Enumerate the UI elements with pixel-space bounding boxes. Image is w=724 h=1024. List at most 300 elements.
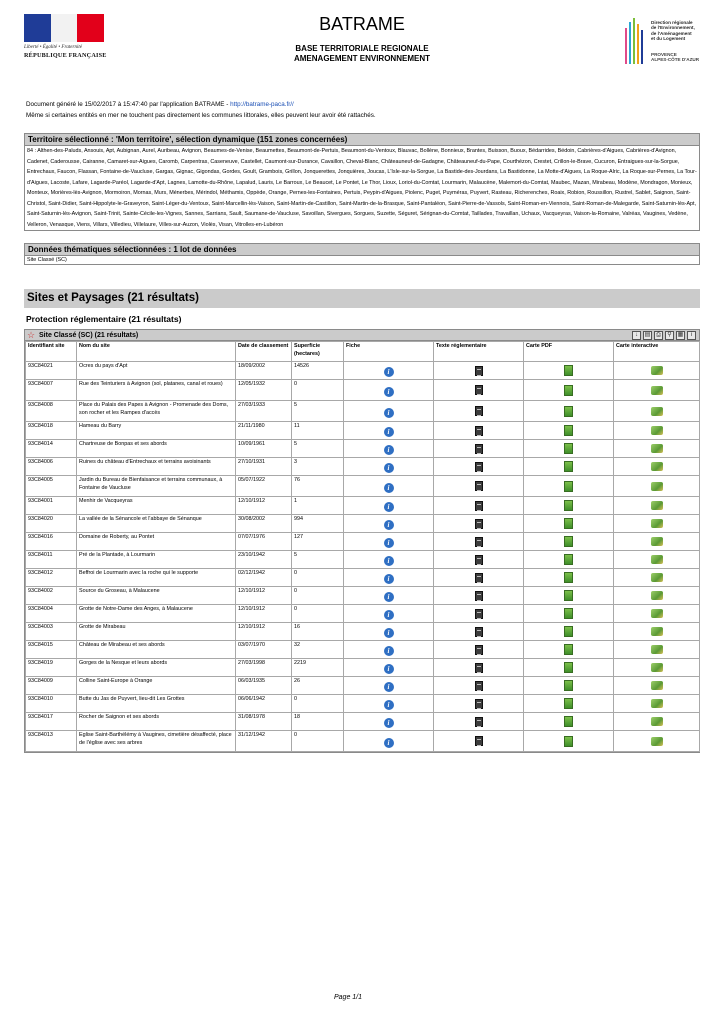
info-icon[interactable]: i <box>384 682 394 692</box>
fiche-cell <box>344 551 434 569</box>
table-row <box>26 515 700 533</box>
interactive-map-icon[interactable] <box>651 501 663 510</box>
export-table-icon[interactable]: ▤ <box>644 331 651 338</box>
interactive-cell <box>614 458 700 476</box>
document-icon[interactable] <box>475 591 483 601</box>
fiche-cell <box>344 695 434 713</box>
interactive-map-icon[interactable] <box>651 519 663 528</box>
cell-nom: Source du Groseau, à Malaucene <box>77 587 236 605</box>
info-icon[interactable]: i <box>384 556 394 566</box>
texte-cell <box>434 623 524 641</box>
cell-nom: Rue des Teinturiers à Avignon (sol, platanes, canal et roues) <box>77 380 236 401</box>
cell-date: 05/07/1922 <box>236 476 292 497</box>
pdf-map-icon[interactable] <box>564 365 573 376</box>
cell-date: 27/10/1931 <box>236 458 292 476</box>
pdf-cell <box>524 731 614 752</box>
site-classe-table-box <box>24 329 700 753</box>
table-caption: Site Classé (SC) (21 résultats) <box>39 332 139 339</box>
fiche-cell <box>344 641 434 659</box>
texte-cell <box>434 587 524 605</box>
cell-superficie: 14526 <box>292 362 344 380</box>
pdf-cell <box>524 476 614 497</box>
col-carte-interactive: Carte interactive <box>614 342 700 362</box>
page-title: BATRAME <box>319 14 405 34</box>
cell-identifiant: 93C84009 <box>26 677 77 695</box>
document-icon[interactable] <box>475 519 483 529</box>
pdf-map-icon[interactable] <box>564 425 573 436</box>
cell-superficie: 11 <box>292 422 344 440</box>
thematic-section <box>24 243 700 265</box>
fiche-cell <box>344 422 434 440</box>
generation-info <box>26 99 706 121</box>
fiche-cell <box>344 533 434 551</box>
cell-date: 18/09/2002 <box>236 362 292 380</box>
cell-date: 07/07/1976 <box>236 533 292 551</box>
pdf-map-icon[interactable] <box>564 662 573 673</box>
document-icon[interactable] <box>475 627 483 637</box>
cell-superficie: 76 <box>292 476 344 497</box>
interactive-map-icon[interactable] <box>651 609 663 618</box>
interactive-map-icon[interactable] <box>651 462 663 471</box>
cell-identifiant: 93C84004 <box>26 605 77 623</box>
texte-cell <box>434 677 524 695</box>
table-row <box>26 380 700 401</box>
pdf-cell <box>524 569 614 587</box>
table-row <box>26 569 700 587</box>
fiche-cell <box>344 623 434 641</box>
sites-table <box>25 341 700 752</box>
cell-nom: Domaine de Roberty, au Pontet <box>77 533 236 551</box>
cell-date: 30/08/2002 <box>236 515 292 533</box>
fiche-cell <box>344 659 434 677</box>
pdf-cell <box>524 422 614 440</box>
pdf-map-icon[interactable] <box>564 554 573 565</box>
cell-identifiant: 93C84005 <box>26 476 77 497</box>
fiche-cell <box>344 380 434 401</box>
cell-identifiant: 93C84013 <box>26 731 77 752</box>
batrame-link[interactable]: http://batrame-paca.fr// <box>230 101 294 108</box>
cell-identifiant: 93C84002 <box>26 587 77 605</box>
cell-date: 06/03/1935 <box>236 677 292 695</box>
info-icon[interactable]: i <box>384 502 394 512</box>
cell-superficie: 0 <box>292 587 344 605</box>
interactive-cell <box>614 362 700 380</box>
generation-prefix: Document généré le 15/02/2017 à 15:47:40 par l'application BATRAME - <box>26 101 231 108</box>
document-icon[interactable] <box>475 699 483 709</box>
flag-icon <box>24 14 104 42</box>
page-subtitle <box>250 44 474 64</box>
interactive-map-icon[interactable] <box>651 407 663 416</box>
cell-nom: Grotte de Mirabeau <box>77 623 236 641</box>
page-header <box>0 0 724 80</box>
thematic-item: Site Classé (SC) <box>27 257 67 263</box>
info-icon[interactable]: i <box>384 646 394 656</box>
export-csv-icon[interactable]: ↓ <box>632 331 641 340</box>
territory-communes: 84 : Althen-des-Paluds, Ansouis, Apt, Aubignan, Aurel, Auribeau, Avignon, Beaumes-de-Venise, Beaumettes, Beaumont-de-Pertuis, Beaumont-du-Ventoux, Blauvac, Bollène, Bonnieux, Brantes, Buisson, Buoux, Bédarrides, Bédoin, Cabrières-d'Aigues, Cabrières-d'Avignon, Cadenet, Caderousse, Cairanne, Camaret-sur-Aigues, Caromb, Carpentras, Caseneuve, Castellet, Caumont-sur-Durance, Cavaillon, Cheval-Blanc, Châteauneuf-de-Gadagne, Châteauneuf-du-Pape, Courthézon, Crestet, Crillon-le-Brave, Cucuron, Entraigues-sur-la-Sorgue, Entrechaux, Faucon, Flassan, Fontaine-de-Vaucluse, Gargas, Gignac, Gigondas, Gordes, Goult, Grambois, Grillon, Jonquerettes, Jonquières, Joucas, L'Isle-sur-la-Sorgue, La Bastide-des-Jourdans, La Bastidonne, La Motte-d'Aigues, La Roque-Alric, La Roque-sur-Pernes, La Tour-d'Aigues, Lacoste, Lafare, Lagarde-Paréol, Lagarde-d'Apt, Lagnes, Lamotte-du-Rhône, Lapalud, Lauris, Le Barroux, Le Beaucet, Le Pontet, Le Thor, Lioux, Loriol-du-Comtat, Lourmarin, Malaucène, Malemort-du-Comtat, Maubec, Mazan, Mirabeau, Modène, Mondragon, Monieux, Monteux, Morières-lès-Avignon, Mormoiron, Mornas, Murs, Ménerbes, Mérindol, Méthamis, Oppède, Orange, Pernes-les-Fontaines, Pertuis, Peypin-d'Aigues, Piolenc, Puget, Puyméras, Puyvert, Rasteau, Richerenches, Roaix, Robion, Roussillon, Rustrel, Sablet, Saignon, Saint-Christol, Saint-Didier, Saint-Hippolyte-le-Graveyron, Saint-Léger-du-Ventoux, Saint-Marcellin-lès-Vaison, Saint-Martin-de-Castillon, Saint-Martin-de-la-Brasque, Saint-Pantaléon, Saint-Pierre-de-Vassols, Saint-Roman-en-Viennois, Saint-Roman-de-Malegarde, Saint-Saturnin-lès-Apt, Saint-Saturnin-lès-Avignon, Saint-Trinit, Sainte-Cécile-les-Vignes, Sannes, Sarrians, Sault, Saumane-de-Vaucluse, Savoillan, Sivergues, Sorgues, Suzette, Séguret, Sérignan-du-Comtat, Taillades, Travaillan, Uchaux, Vacqueyras, Vaison-la-Romaine, Valréas, Vaugines, Vedène, Velleron, Venasque, Viens, Villars, Villedieu, Villelaure, Villes-sur-Auzon, Violès, Visan, Vitrolles-en-Lubéron <box>27 148 697 228</box>
cell-identifiant: 93C84018 <box>26 422 77 440</box>
interactive-map-icon[interactable] <box>651 555 663 564</box>
cell-date: 02/12/1942 <box>236 569 292 587</box>
pdf-cell <box>524 533 614 551</box>
cell-identifiant: 93C84001 <box>26 497 77 515</box>
col-texte: Texte réglementaire <box>434 342 524 362</box>
texte-cell <box>434 362 524 380</box>
cell-identifiant: 93C84020 <box>26 515 77 533</box>
cell-date: 21/11/1980 <box>236 422 292 440</box>
cell-nom: Butte du Jas de Puyvert, lieu-dit Les Grottes <box>77 695 236 713</box>
document-icon[interactable] <box>475 385 483 395</box>
cell-nom: Eglise Saint-Barthélémy à Vaugines, cimetière désaffecté, place de l'église avec ses arbres <box>77 731 236 752</box>
rf-motto: Liberté • Égalité • Fraternité <box>24 45 82 50</box>
cell-nom: Hameau du Barry <box>77 422 236 440</box>
cell-nom: Ruines du château d'Entrechaux et terrains avoisinants <box>77 458 236 476</box>
table-row <box>26 533 700 551</box>
info-icon[interactable]: i <box>384 574 394 584</box>
cell-nom: Ocres du pays d'Apt <box>77 362 236 380</box>
texte-cell <box>434 422 524 440</box>
col-nom: Nom du site <box>77 342 236 362</box>
interactive-map-icon[interactable] <box>651 591 663 600</box>
info-icon[interactable]: i <box>384 592 394 602</box>
map-icon[interactable]: ▦ <box>677 331 684 338</box>
cell-identifiant: 93C84016 <box>26 533 77 551</box>
table-toolbar <box>632 330 696 340</box>
cell-superficie: 26 <box>292 677 344 695</box>
document-icon[interactable] <box>475 366 483 376</box>
cell-superficie: 5 <box>292 401 344 422</box>
territory-heading: Territoire sélectionné : 'Mon territoire', sélection dynamique (151 zones concernées) <box>25 134 699 146</box>
pdf-cell <box>524 713 614 731</box>
table-row <box>26 695 700 713</box>
info-icon[interactable]: i <box>687 331 696 340</box>
cell-identifiant: 93C84014 <box>26 440 77 458</box>
document-icon[interactable] <box>475 663 483 673</box>
cell-superficie: 18 <box>292 713 344 731</box>
cell-superficie: 2219 <box>292 659 344 677</box>
cell-nom: Grotte de Notre-Dame des Anges, à Malaucene <box>77 605 236 623</box>
pdf-map-icon[interactable] <box>564 608 573 619</box>
pdf-map-icon[interactable] <box>564 680 573 691</box>
texte-cell <box>434 551 524 569</box>
cell-nom: Beffroi de Lourmarin avec la roche qui le supporte <box>77 569 236 587</box>
cell-nom: Rocher de Saignon et ses abords <box>77 713 236 731</box>
info-icon[interactable]: i <box>384 408 394 418</box>
cell-identifiant: 93C84003 <box>26 623 77 641</box>
pdf-map-icon[interactable] <box>564 536 573 547</box>
document-icon[interactable] <box>475 555 483 565</box>
texte-cell <box>434 731 524 752</box>
texte-cell <box>434 569 524 587</box>
pdf-map-icon[interactable] <box>564 500 573 511</box>
cell-nom: Gorges de la Nesque et leurs abords <box>77 659 236 677</box>
pdf-cell <box>524 497 614 515</box>
info-icon[interactable]: i <box>384 463 394 473</box>
table-row <box>26 551 700 569</box>
document-icon[interactable] <box>475 573 483 583</box>
interactive-cell <box>614 623 700 641</box>
table-header-bar <box>25 330 699 341</box>
pdf-map-icon[interactable] <box>564 716 573 727</box>
info-icon[interactable]: i <box>384 387 394 397</box>
document-icon[interactable] <box>475 537 483 547</box>
cell-date: 12/10/1912 <box>236 623 292 641</box>
texte-cell <box>434 641 524 659</box>
interactive-cell <box>614 476 700 497</box>
cell-date: 03/07/1970 <box>236 641 292 659</box>
texte-cell <box>434 380 524 401</box>
document-icon[interactable] <box>475 406 483 416</box>
subtitle-line-2: AMENAGEMENT ENVIRONNEMENT <box>293 54 430 63</box>
cell-superficie: 0 <box>292 605 344 623</box>
interactive-map-icon[interactable] <box>651 426 663 435</box>
table-row <box>26 497 700 515</box>
cell-date: 31/12/1942 <box>236 731 292 752</box>
pdf-cell <box>524 458 614 476</box>
pdf-map-icon[interactable] <box>564 385 573 396</box>
interactive-cell <box>614 533 700 551</box>
fiche-cell <box>344 713 434 731</box>
rf-name: RÉPUBLIQUE FRANÇAISE <box>24 52 107 59</box>
pdf-map-icon[interactable] <box>564 406 573 417</box>
thematic-heading: Données thématiques sélectionnées : 1 lot de données <box>25 244 699 256</box>
interactive-cell <box>614 587 700 605</box>
info-icon[interactable]: i <box>384 427 394 437</box>
interactive-map-icon[interactable] <box>651 681 663 690</box>
dreal-region: PROVENCE ALPES-CÔTE D'AZUR <box>651 52 700 63</box>
interactive-cell <box>614 569 700 587</box>
cell-date: 27/03/1933 <box>236 401 292 422</box>
texte-cell <box>434 659 524 677</box>
pdf-cell <box>524 605 614 623</box>
pdf-map-icon[interactable] <box>564 518 573 529</box>
interactive-map-icon[interactable] <box>651 366 663 375</box>
document-icon[interactable] <box>475 501 483 511</box>
print-icon[interactable]: ⎙ <box>654 331 663 340</box>
fiche-cell <box>344 569 434 587</box>
table-row <box>26 677 700 695</box>
interactive-cell <box>614 659 700 677</box>
pdf-cell <box>524 380 614 401</box>
col-identifiant: Identifiant site <box>26 342 77 362</box>
table-row <box>26 623 700 641</box>
cell-nom: Pré de la Plantade, à Lourmarin <box>77 551 236 569</box>
texte-cell <box>434 713 524 731</box>
pdf-cell <box>524 551 614 569</box>
texte-cell <box>434 401 524 422</box>
interactive-cell <box>614 605 700 623</box>
fiche-cell <box>344 458 434 476</box>
interactive-cell <box>614 401 700 422</box>
info-icon[interactable]: i <box>384 367 394 377</box>
interactive-cell <box>614 695 700 713</box>
table-header-row <box>26 342 700 362</box>
cell-date: 27/03/1998 <box>236 659 292 677</box>
pdf-map-icon[interactable] <box>564 698 573 709</box>
col-superficie: Superficie (hectares) <box>292 342 344 362</box>
interactive-map-icon[interactable] <box>651 573 663 582</box>
cell-date: 23/10/1942 <box>236 551 292 569</box>
interactive-cell <box>614 677 700 695</box>
pdf-map-icon[interactable] <box>564 626 573 637</box>
interactive-map-icon[interactable] <box>651 627 663 636</box>
cell-date: 12/10/1912 <box>236 587 292 605</box>
document-icon[interactable] <box>475 717 483 727</box>
cell-identifiant: 93C84008 <box>26 401 77 422</box>
interactive-map-icon[interactable] <box>651 645 663 654</box>
cell-superficie: 0 <box>292 695 344 713</box>
cell-nom: La vallée de la Sénancole et l'abbaye de Sénanque <box>77 515 236 533</box>
texte-cell <box>434 458 524 476</box>
subtitle-line-1: BASE TERRITORIALE REGIONALE <box>295 44 429 53</box>
info-icon[interactable]: i <box>384 664 394 674</box>
pdf-map-icon[interactable] <box>564 443 573 454</box>
document-icon[interactable] <box>475 609 483 619</box>
cell-date: 12/05/1932 <box>236 380 292 401</box>
cell-identifiant: 93C84006 <box>26 458 77 476</box>
interactive-map-icon[interactable] <box>651 386 663 395</box>
pdf-map-icon[interactable] <box>564 590 573 601</box>
cell-nom: Place du Palais des Papes à Avignon - Promenade des Doms, son rocher et les Rampes d'accès <box>77 401 236 422</box>
cell-superficie: 994 <box>292 515 344 533</box>
cell-superficie: 32 <box>292 641 344 659</box>
table-row <box>26 401 700 422</box>
pdf-cell <box>524 362 614 380</box>
cell-superficie: 16 <box>292 623 344 641</box>
info-icon[interactable]: i <box>384 628 394 638</box>
texte-cell <box>434 533 524 551</box>
fiche-cell <box>344 515 434 533</box>
dreal-name: Direction régionale de l'Environnement, de l'Aménagement et du Logement <box>651 20 695 42</box>
info-icon[interactable]: i <box>384 718 394 728</box>
document-icon[interactable] <box>475 462 483 472</box>
col-fiche: Fiche <box>344 342 434 362</box>
info-icon[interactable]: i <box>384 445 394 455</box>
cell-identifiant: 93C84010 <box>26 695 77 713</box>
interactive-map-icon[interactable] <box>651 699 663 708</box>
table-row <box>26 458 700 476</box>
document-icon[interactable] <box>475 444 483 454</box>
interactive-map-icon[interactable] <box>651 444 663 453</box>
territory-section <box>24 133 700 231</box>
pdf-cell <box>524 401 614 422</box>
cell-superficie: 3 <box>292 458 344 476</box>
info-icon[interactable]: i <box>384 610 394 620</box>
cell-nom: Colline Saint-Europe à Orange <box>77 677 236 695</box>
texte-cell <box>434 605 524 623</box>
info-icon[interactable]: i <box>384 538 394 548</box>
interactive-map-icon[interactable] <box>651 537 663 546</box>
pdf-map-icon[interactable] <box>564 572 573 583</box>
pdf-cell <box>524 641 614 659</box>
generation-line <box>26 99 706 110</box>
document-icon[interactable] <box>475 645 483 655</box>
interactive-cell <box>614 422 700 440</box>
interactive-cell <box>614 713 700 731</box>
cell-identifiant: 93C84017 <box>26 713 77 731</box>
pdf-cell <box>524 515 614 533</box>
cell-superficie: 0 <box>292 731 344 752</box>
texte-cell <box>434 476 524 497</box>
generation-note: Même si certaines entités en mer ne touchent pas directement les communes littorales, elles peuvent leur avoir été rattachés. <box>26 112 376 119</box>
interactive-map-icon[interactable] <box>651 717 663 726</box>
cell-nom: Chartreuse de Bonpas et ses abords <box>77 440 236 458</box>
cell-superficie: 5 <box>292 440 344 458</box>
cell-identifiant: 93C84012 <box>26 569 77 587</box>
cell-identifiant: 93C84011 <box>26 551 77 569</box>
interactive-cell <box>614 551 700 569</box>
document-icon[interactable] <box>475 736 483 746</box>
table-row <box>26 422 700 440</box>
fiche-cell <box>344 731 434 752</box>
document-icon[interactable] <box>475 481 483 491</box>
interactive-map-icon[interactable] <box>651 663 663 672</box>
republique-francaise-logo <box>24 14 106 66</box>
cell-identifiant: 93C84007 <box>26 380 77 401</box>
cell-superficie: 127 <box>292 533 344 551</box>
cell-identifiant: 93C84015 <box>26 641 77 659</box>
table-row <box>26 641 700 659</box>
pdf-map-icon[interactable] <box>564 481 573 492</box>
cell-nom: Château de Mirabeau et ses abords <box>77 641 236 659</box>
interactive-map-icon[interactable] <box>651 737 663 746</box>
interactive-cell <box>614 515 700 533</box>
zoom-icon[interactable]: ⚲ <box>665 331 674 340</box>
fiche-cell <box>344 497 434 515</box>
cell-identifiant: 93C84021 <box>26 362 77 380</box>
dreal-bars-icon <box>622 14 648 66</box>
fiche-cell <box>344 605 434 623</box>
cell-identifiant: 93C84019 <box>26 659 77 677</box>
col-carte-pdf: Carte PDF <box>524 342 614 362</box>
col-date: Date de classement <box>236 342 292 362</box>
cell-superficie: 1 <box>292 497 344 515</box>
info-icon[interactable]: i <box>384 520 394 530</box>
pdf-cell <box>524 659 614 677</box>
sites-title: Sites et Paysages (21 résultats) <box>24 289 700 308</box>
pdf-cell <box>524 440 614 458</box>
pdf-map-icon[interactable] <box>564 461 573 472</box>
pdf-map-icon[interactable] <box>564 644 573 655</box>
fiche-cell <box>344 476 434 497</box>
info-icon[interactable]: i <box>384 483 394 493</box>
fiche-cell <box>344 362 434 380</box>
interactive-map-icon[interactable] <box>651 482 663 491</box>
protection-title: Protection réglementaire (21 résultats) <box>26 314 182 324</box>
fiche-cell <box>344 587 434 605</box>
cell-superficie: 0 <box>292 569 344 587</box>
table-row <box>26 587 700 605</box>
pdf-cell <box>524 677 614 695</box>
fiche-cell <box>344 440 434 458</box>
cell-date: 12/10/1912 <box>236 497 292 515</box>
dreal-logo <box>622 14 712 66</box>
pdf-map-icon[interactable] <box>564 736 573 747</box>
fiche-cell <box>344 677 434 695</box>
document-icon[interactable] <box>475 681 483 691</box>
texte-cell <box>434 497 524 515</box>
info-icon[interactable]: i <box>384 700 394 710</box>
cell-date: 10/09/1961 <box>236 440 292 458</box>
fiche-cell <box>344 401 434 422</box>
document-icon[interactable] <box>475 426 483 436</box>
table-row <box>26 476 700 497</box>
interactive-cell <box>614 380 700 401</box>
cell-date: 06/06/1942 <box>236 695 292 713</box>
info-icon[interactable]: i <box>384 738 394 748</box>
texte-cell <box>434 515 524 533</box>
table-row <box>26 362 700 380</box>
pdf-cell <box>524 623 614 641</box>
